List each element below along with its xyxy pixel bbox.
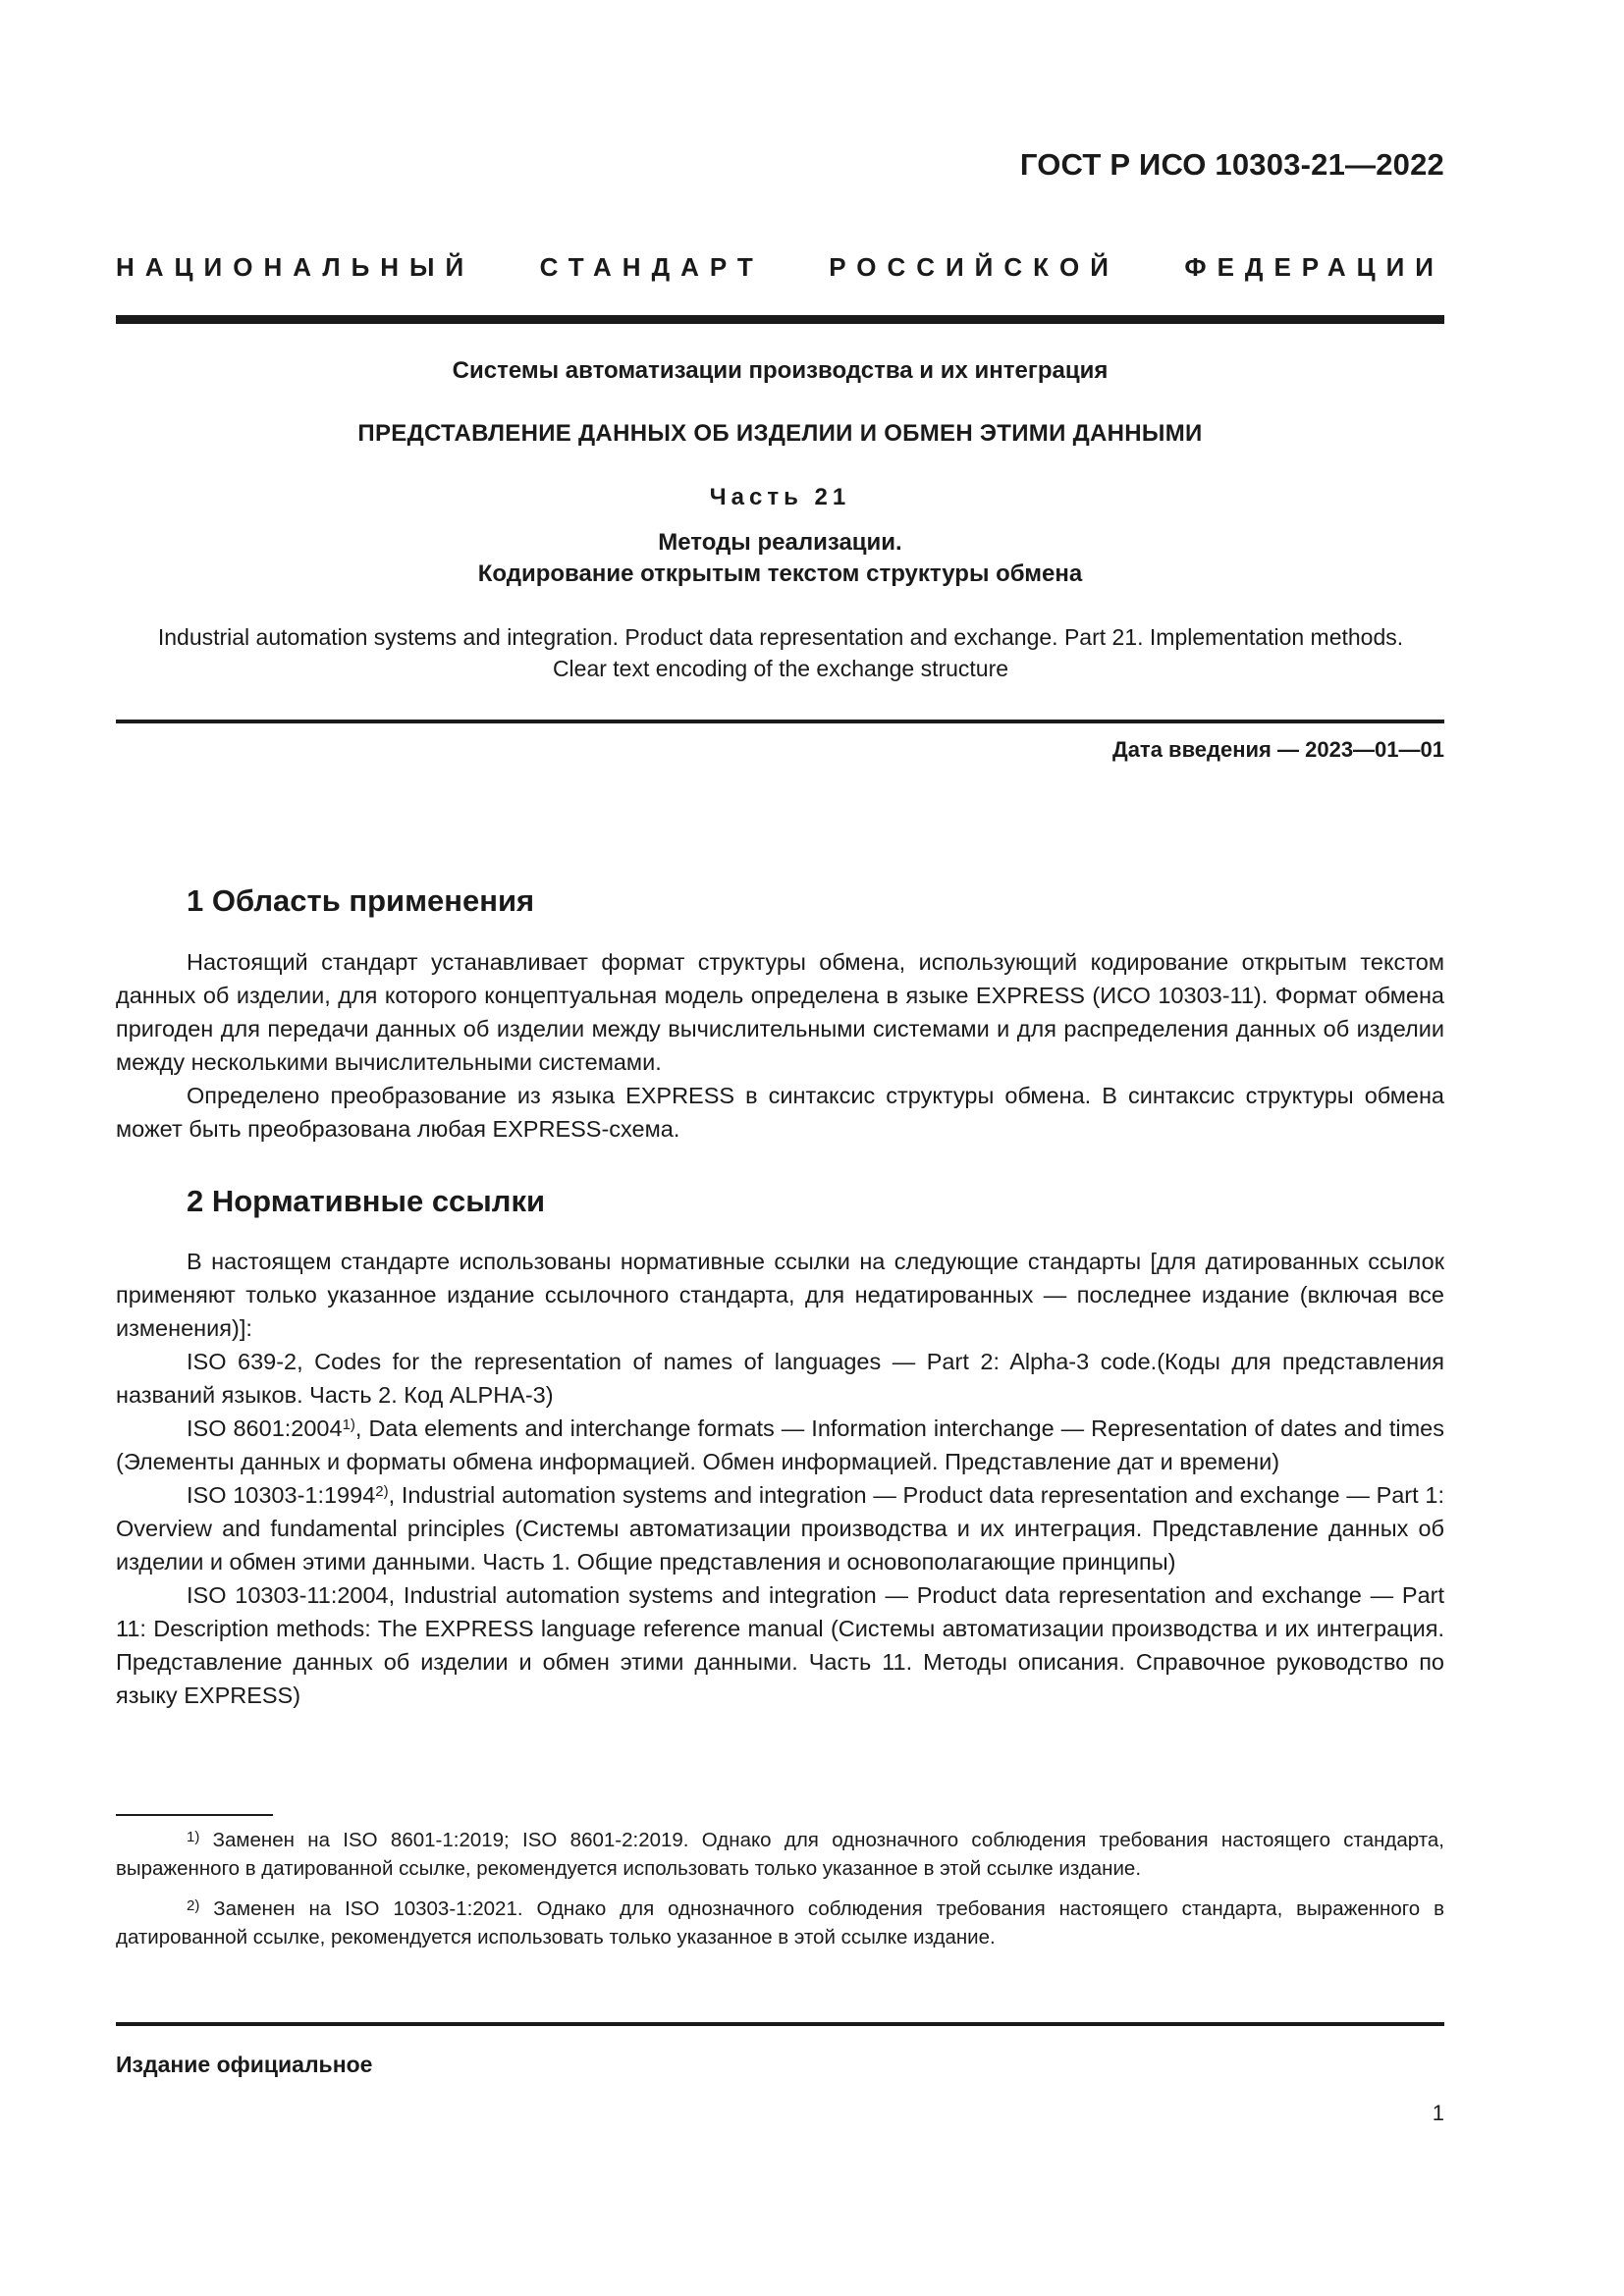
paragraph: Настоящий стандарт устанавливает формат структуры обмена, использующий кодирование открытым текстом данных об изделии, для которого концептуальная модель определена в языке EXPRESS (ИСО 10303-11). Формат обмена пригоден для передачи данных об изделии между вычислительными системами и для распределения данных об изделии между несколькими вычислительными системами. — [116, 949, 1444, 1075]
footnote-separator — [116, 1814, 273, 1816]
footnote-1 — [116, 1826, 1444, 1883]
subtitle-line-2: Кодирование открытым текстом структуры обмена — [477, 561, 1083, 587]
reference-item — [116, 1412, 1444, 1478]
title-main: ПРЕДСТАВЛЕНИЕ ДАННЫХ ОБ ИЗДЕЛИИ И ОБМЕН ЭТИМИ ДАННЫМИ — [357, 420, 1203, 447]
reference-text: , Industrial automation systems and integration — Product data representation and exchange — Part 1: Overview and fundamental principles (Системы автоматизации производства и их интеграция. Представление данных об изделии и обмен этими данными. Часть 1. Общие представления и основополагающие принципы) — [116, 1482, 1445, 1575]
footnotes — [116, 1826, 1444, 1963]
official-edition: Издание официальное — [116, 2052, 373, 2077]
title-series: Системы автоматизации производства и их интеграция — [452, 357, 1109, 384]
reference-item: ISO 639-2, Codes for the representation of names of languages — Part 2: Alpha-3 code.(Коды для представления названий языков. Часть 2. Код ALPHA-3) — [116, 1349, 1444, 1408]
national-standard-banner: НАЦИОНАЛЬНЫЙ СТАНДАРТ РОССИЙСКОЙ ФЕДЕРАЦИИ — [116, 252, 1444, 282]
header-divider — [116, 315, 1444, 324]
footnote-text: Заменен на ISO 10303-1:2021. Однако для однозначного соблюдения требования настоящего стандарта, выраженного в датированной ссылке, рекомендуется использовать только указанное в этой ссылке издание. — [116, 1897, 1444, 1949]
title-english: Industrial automation systems and integration. Product data representation and exchange. Part 21. Implementation methods. Clear text encoding of the exchange structure — [157, 624, 1404, 681]
title-part: Часть 21 — [709, 484, 851, 510]
reference-code: ISO 10303-1:1994 — [187, 1482, 376, 1508]
footnote-2 — [116, 1895, 1444, 1951]
subtitle-line-1: Методы реализации. — [658, 529, 902, 556]
footnote-marker[interactable]: 1) — [342, 1416, 355, 1433]
title-subtitle — [116, 527, 1444, 590]
section-body-references — [116, 1245, 1444, 1712]
reference-item: ISO 10303-11:2004, Industrial automation systems and integration — Product data representation and exchange — Part 11: Description methods: The EXPRESS language reference manual (Системы автоматизации производства и их интеграция. Представление данных об изделии и обмен этими данными. Часть 11. Методы описания. Справочное руководство по языку EXPRESS) — [116, 1582, 1444, 1708]
page-number: 1 — [1432, 2101, 1444, 2125]
footnote-text: Заменен на ISO 8601-1:2019; ISO 8601-2:2019. Однако для однозначного соблюдения требования настоящего стандарта, выраженного в датированной ссылке, рекомендуется использовать только указанное в этой ссылке издание. — [116, 1829, 1444, 1880]
footer-divider — [116, 2022, 1444, 2026]
paragraph: Определено преобразование из языка EXPRESS в синтаксис структуры обмена. В синтаксис структуры обмена может быть преобразована любая EXPRESS-схема. — [116, 1083, 1444, 1142]
footnote-mark: 2) — [187, 1897, 200, 1914]
reference-item — [116, 1478, 1444, 1578]
footnote-mark: 1) — [187, 1829, 200, 1845]
paragraph: В настоящем стандарте использованы нормативные ссылки на следующие стандарты [для датированных ссылок применяют только указанное издание ссылочного стандарта, для недатированных — последнее издание (включая все изменения)]: — [116, 1249, 1444, 1341]
reference-text: , Data elements and interchange formats — Information interchange — Representation of dates and times (Элементы данных и форматы обмена информацией. Обмен информацией. Представление дат и времени) — [116, 1415, 1444, 1474]
reference-code: ISO 8601:2004 — [187, 1415, 343, 1441]
title-divider — [116, 720, 1444, 723]
section-heading-references: 2 Нормативные ссылки — [187, 1184, 546, 1218]
date-introduced: Дата введения — 2023—01—01 — [1112, 737, 1444, 762]
footnote-marker[interactable]: 2) — [375, 1483, 389, 1500]
section-body-scope — [116, 945, 1444, 1146]
document-code: ГОСТ Р ИСО 10303-21—2022 — [1019, 147, 1444, 182]
section-heading-scope: 1 Область применения — [187, 883, 535, 918]
